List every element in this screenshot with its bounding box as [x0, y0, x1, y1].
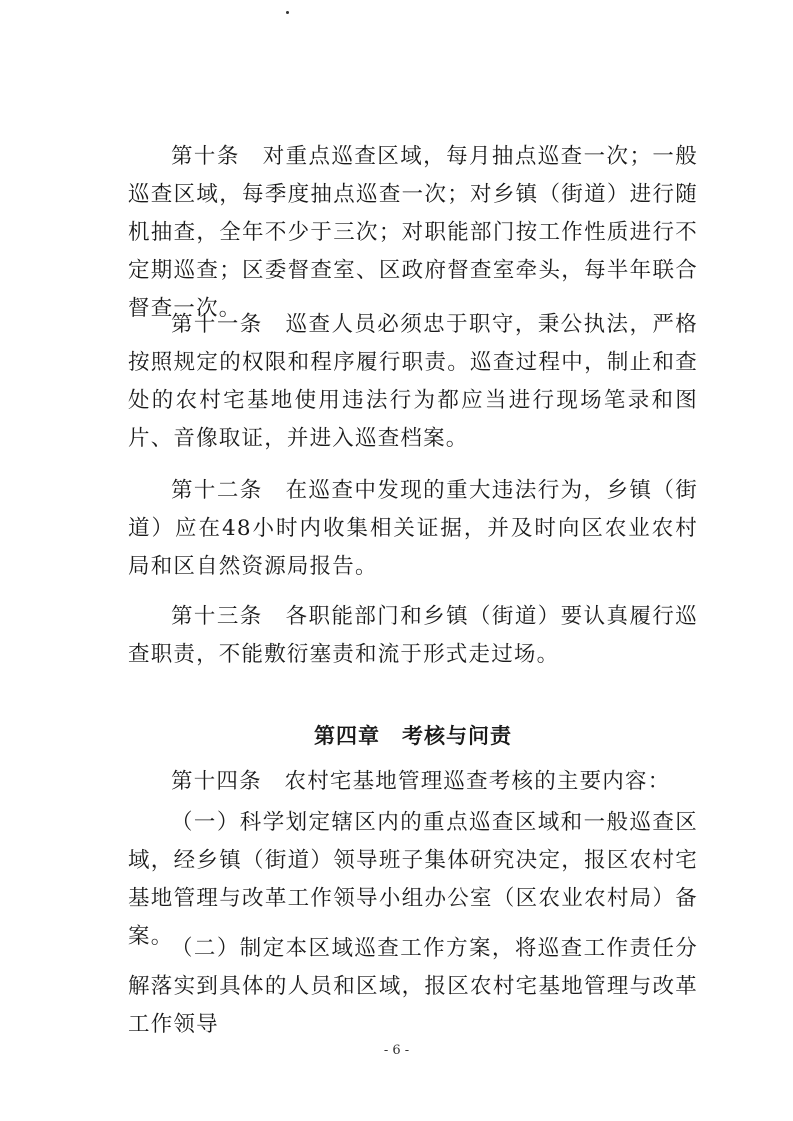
- page-number: - 6 -: [383, 1043, 410, 1058]
- chapter-heading: 第四章 考核与问责: [314, 724, 512, 748]
- article-12-paragraph: 第十二条 在巡查中发现的重大违法行为，乡镇（街道）应在48小时内收集相关证据，并及时向区农业农村局和区自然资源局报告。: [128, 478, 698, 579]
- article-10-paragraph: 第十条 对重点巡查区域，每月抽点巡查一次；一般巡查区域，每季度抽点巡查一次；对乡镇（街道）进行随机抽查，全年不少于三次；对职能部门按工作性质进行不定期巡查；区委督查室、区政府督查室牵头，每半年联合督查一次。: [128, 144, 698, 321]
- article-13-paragraph: 第十三条 各职能部门和乡镇（街道）要认真履行巡查职责，不能敷衍塞责和流于形式走过场。: [128, 604, 698, 667]
- article-11-paragraph: 第十一条 巡查人员必须忠于职守，秉公执法，严格按照规定的权限和程序履行职责。巡查过程中，制止和查处的农村宅基地使用违法行为都应当进行现场笔录和图片、音像取证，并进入巡查档案。: [128, 312, 698, 451]
- scan-mark-dot: [286, 11, 289, 14]
- article-14-paragraph: 第十四条 农村宅基地管理巡查考核的主要内容：: [171, 769, 671, 794]
- item-2-paragraph: （二）制定本区域巡查工作方案，将巡查工作责任分解落实到具体的人员和区域，报区农村宅基地管理与改革工作领导: [128, 936, 698, 1037]
- item-1-paragraph: （一）科学划定辖区内的重点巡查区域和一般巡查区域，经乡镇（街道）领导班子集体研究决定，报区农村宅基地管理与改革工作领导小组办公室（区农业农村局）备案。: [128, 810, 698, 949]
